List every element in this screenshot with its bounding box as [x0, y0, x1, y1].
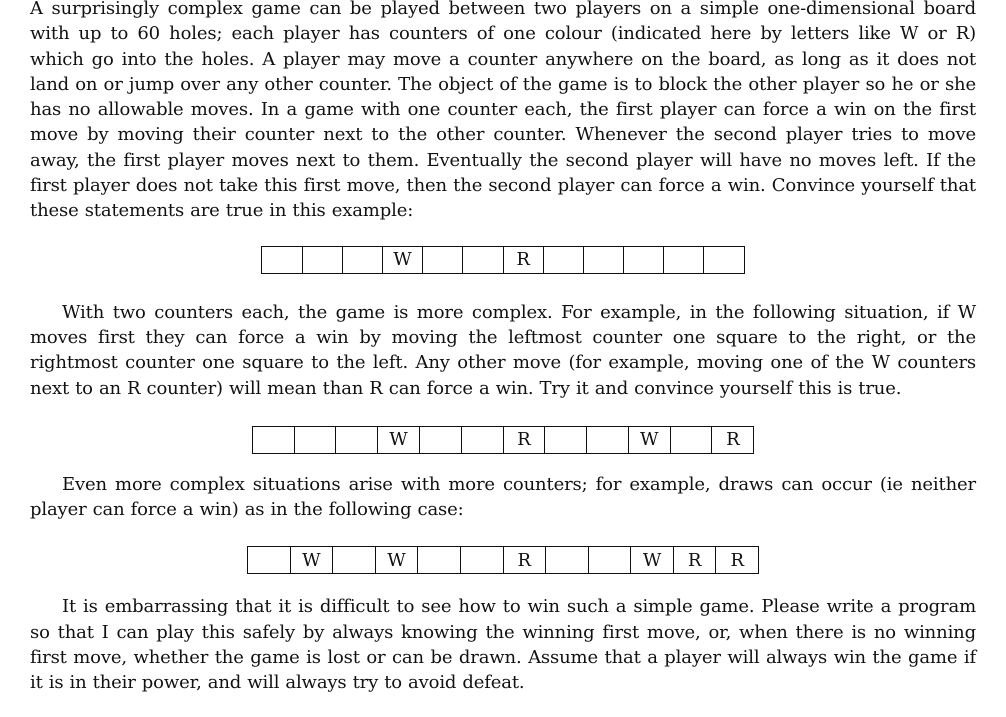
board-example-2 [30, 426, 976, 454]
paragraph-two-counters: With two counters each, the game is more complex. For example, in the following situation, if W moves first they can force a win by moving the leftmost counter one square to the right, or the rightmost counter one square to the left. Any other move (for example, moving one of the W counters next to an R counter) will mean than R can force a win. Try it and convince yourself this is true. [30, 301, 976, 399]
board-cell-r-counter: R [504, 546, 547, 574]
board-cell-empty [546, 546, 589, 574]
board-cell-empty [420, 426, 462, 454]
board-cell-empty [671, 426, 713, 454]
board-cell-empty [664, 246, 704, 274]
board-cell-empty [544, 246, 584, 274]
board-cell-empty [303, 246, 343, 274]
board-cell-w-counter: W [629, 426, 671, 454]
board-cell-r-counter: R [674, 546, 717, 574]
board-cell-w-counter: W [376, 546, 419, 574]
board-example-3 [30, 546, 976, 574]
board-cell-empty [545, 426, 587, 454]
board-cell-r-counter: R [716, 546, 759, 574]
problem-statement [30, 0, 976, 696]
board-row [247, 546, 759, 574]
board-cell-empty [262, 246, 302, 274]
board-cell-r-counter: R [504, 246, 544, 274]
board-row [252, 426, 755, 454]
board-cell-r-counter: R [712, 426, 754, 454]
board-example-1 [30, 246, 976, 274]
paragraph-draws: Even more complex situations arise with more counters; for example, draws can occur (ie neither player can force a win) as in the following case: [30, 473, 976, 521]
board-cell-empty [589, 546, 632, 574]
board-cell-empty [624, 246, 664, 274]
paragraph-task: It is embarrassing that it is difficult to see how to win such a simple game. Please write a program so that I can play this safely by always knowing the winning first move, or, when there is no winning first move, whether the game is lost or can be drawn. Assume that a player will always win the game if it is in their power, and will always try to avoid defeat. [30, 596, 976, 694]
board-cell-w-counter: W [291, 546, 334, 574]
board-cell-empty [587, 426, 629, 454]
board-cell-empty [704, 246, 744, 274]
board-cell-empty [248, 546, 291, 574]
board-cell-r-counter: R [504, 426, 546, 454]
board-cell-empty [423, 246, 463, 274]
board-row [261, 246, 744, 274]
board-cell-empty [463, 246, 503, 274]
board-cell-empty [462, 426, 504, 454]
board-cell-empty [336, 426, 378, 454]
board-cell-empty [584, 246, 624, 274]
board-cell-w-counter: W [631, 546, 674, 574]
board-cell-w-counter: W [383, 246, 423, 274]
board-cell-empty [418, 546, 461, 574]
board-cell-empty [343, 246, 383, 274]
board-cell-empty [253, 426, 295, 454]
board-cell-w-counter: W [378, 426, 420, 454]
board-cell-empty [295, 426, 337, 454]
paragraph-intro: A surprisingly complex game can be played between two players on a simple one-dimensional board with up to 60 holes; each player has counters of one colour (indicated here by letters like W or R) which go into the holes. A player may move a counter anywhere on the board, as long as it does not land on or jump over any other counter. The object of the game is to block the other player so he or she has no allowable moves. In a game with one counter each, the first player can force a win on the first move by moving their counter next to the other counter. Whenever the second player tries to move away, the first player moves next to them. Eventually the second player will have no moves left. If the first player does not take this first move, then the second player can force a win. Convince yourself that these statements are true in this example: [30, 0, 976, 222]
board-cell-empty [461, 546, 504, 574]
board-cell-empty [333, 546, 376, 574]
